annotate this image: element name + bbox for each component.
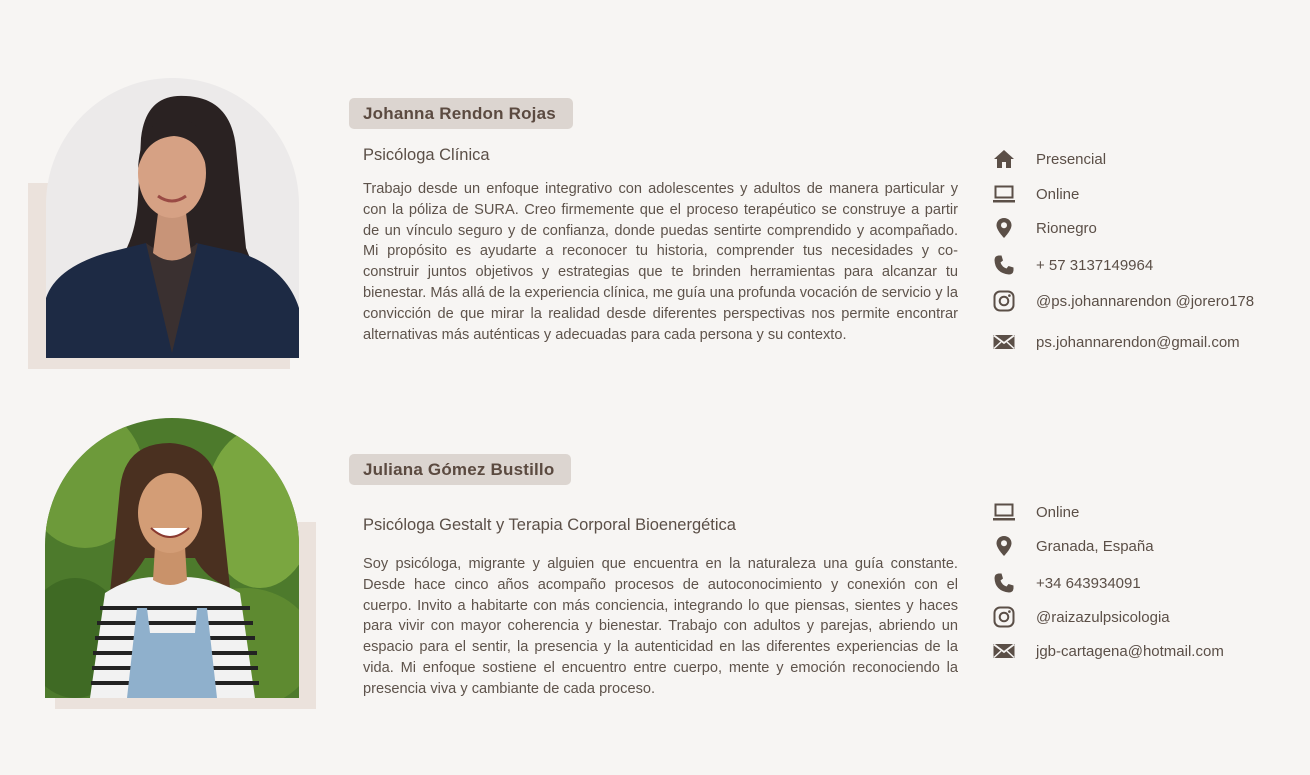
contact-email[interactable]	[990, 637, 1290, 665]
contact-modality-online	[990, 498, 1290, 526]
email-icon	[990, 328, 1018, 356]
role-title: Psicóloga Gestalt y Terapia Corporal Bioenergética	[363, 516, 736, 534]
contact-modality-online	[990, 180, 1290, 208]
location-pin-icon	[990, 532, 1018, 560]
laptop-icon	[990, 180, 1018, 208]
profile-photo	[45, 418, 299, 698]
bio-text: Trabajo desde un enfoque integrativo con adolescentes y adultos de manera particular y con la póliza de SURA. Creo firmemente que el proceso terapéutico se construye a partir de un vínculo seguro y de confianza, donde puedas sentirte comprendido y acompañado. Mi propósito es ayudarte a reconocer tu historia, comprender tus necesidades y co-construir juntos objetivos y estrategias que te brinden herramientas para alcanzar tu bienestar. Más allá de la experiencia clínica, me guía una profunda vocación de servicio y la convicción de que mirar la realidad desde diferentes perspectivas nos permite encontrar alternativas más auténticas y adecuadas para cada persona y su contexto.	[363, 181, 958, 343]
contact-text: Online	[1036, 503, 1080, 521]
contact-text: Online	[1036, 185, 1080, 203]
contact-text: jgb-cartagena@hotmail.com	[1036, 642, 1224, 660]
instagram-icon	[990, 603, 1018, 631]
contact-text: + 57 3137149964	[1036, 256, 1154, 274]
name-tag: Johanna Rendon Rojas	[349, 98, 573, 129]
contact-text: Presencial	[1036, 150, 1107, 168]
laptop-icon	[990, 498, 1018, 526]
contact-phone[interactable]	[990, 569, 1290, 597]
email-icon	[990, 637, 1018, 665]
contact-text: @ps.johannarendon @jorero178	[1036, 292, 1255, 310]
contact-instagram[interactable]	[990, 287, 1290, 315]
bio-text: Soy psicóloga, migrante y alguien que encuentra en la naturaleza una guía constante. Desde hace cinco años acompaño procesos de autoconocimiento y conexión con el cuerpo. Invito a habitarte con más conciencia, integrando lo que piensas, sientes y haces para vivir con mayor coherencia y bienestar. Trabajo con adultos y parejas, abriendo un espacio para el sentir, la presencia y la autenticidad en las diferentes experiencias de la vida. Mi enfoque sostiene el encuentro entre cuerpo, mente y emoción reconociendo la presencia viva y cambiante de cada proceso.	[363, 556, 958, 697]
contact-modality-presencial	[990, 145, 1290, 173]
contact-location	[990, 532, 1290, 560]
contact-phone[interactable]	[990, 251, 1290, 279]
home-icon	[990, 145, 1018, 173]
contact-location	[990, 214, 1290, 242]
profile-card-juliana	[0, 395, 1310, 775]
contact-text: Granada, España	[1036, 537, 1154, 555]
instagram-icon	[990, 287, 1018, 315]
contact-text: Rionegro	[1036, 219, 1097, 237]
phone-icon	[990, 569, 1018, 597]
contact-instagram[interactable]	[990, 603, 1290, 631]
role-title: Psicóloga Clínica	[363, 146, 490, 164]
profile-photo	[46, 78, 299, 358]
phone-icon	[990, 251, 1018, 279]
contact-text: @raizazulpsicologia	[1036, 608, 1170, 626]
name-tag: Juliana Gómez Bustillo	[349, 454, 571, 485]
contact-text: ps.johannarendon@gmail.com	[1036, 333, 1240, 351]
location-pin-icon	[990, 214, 1018, 242]
contact-email[interactable]	[990, 328, 1290, 356]
contact-text: +34 643934091	[1036, 574, 1141, 592]
